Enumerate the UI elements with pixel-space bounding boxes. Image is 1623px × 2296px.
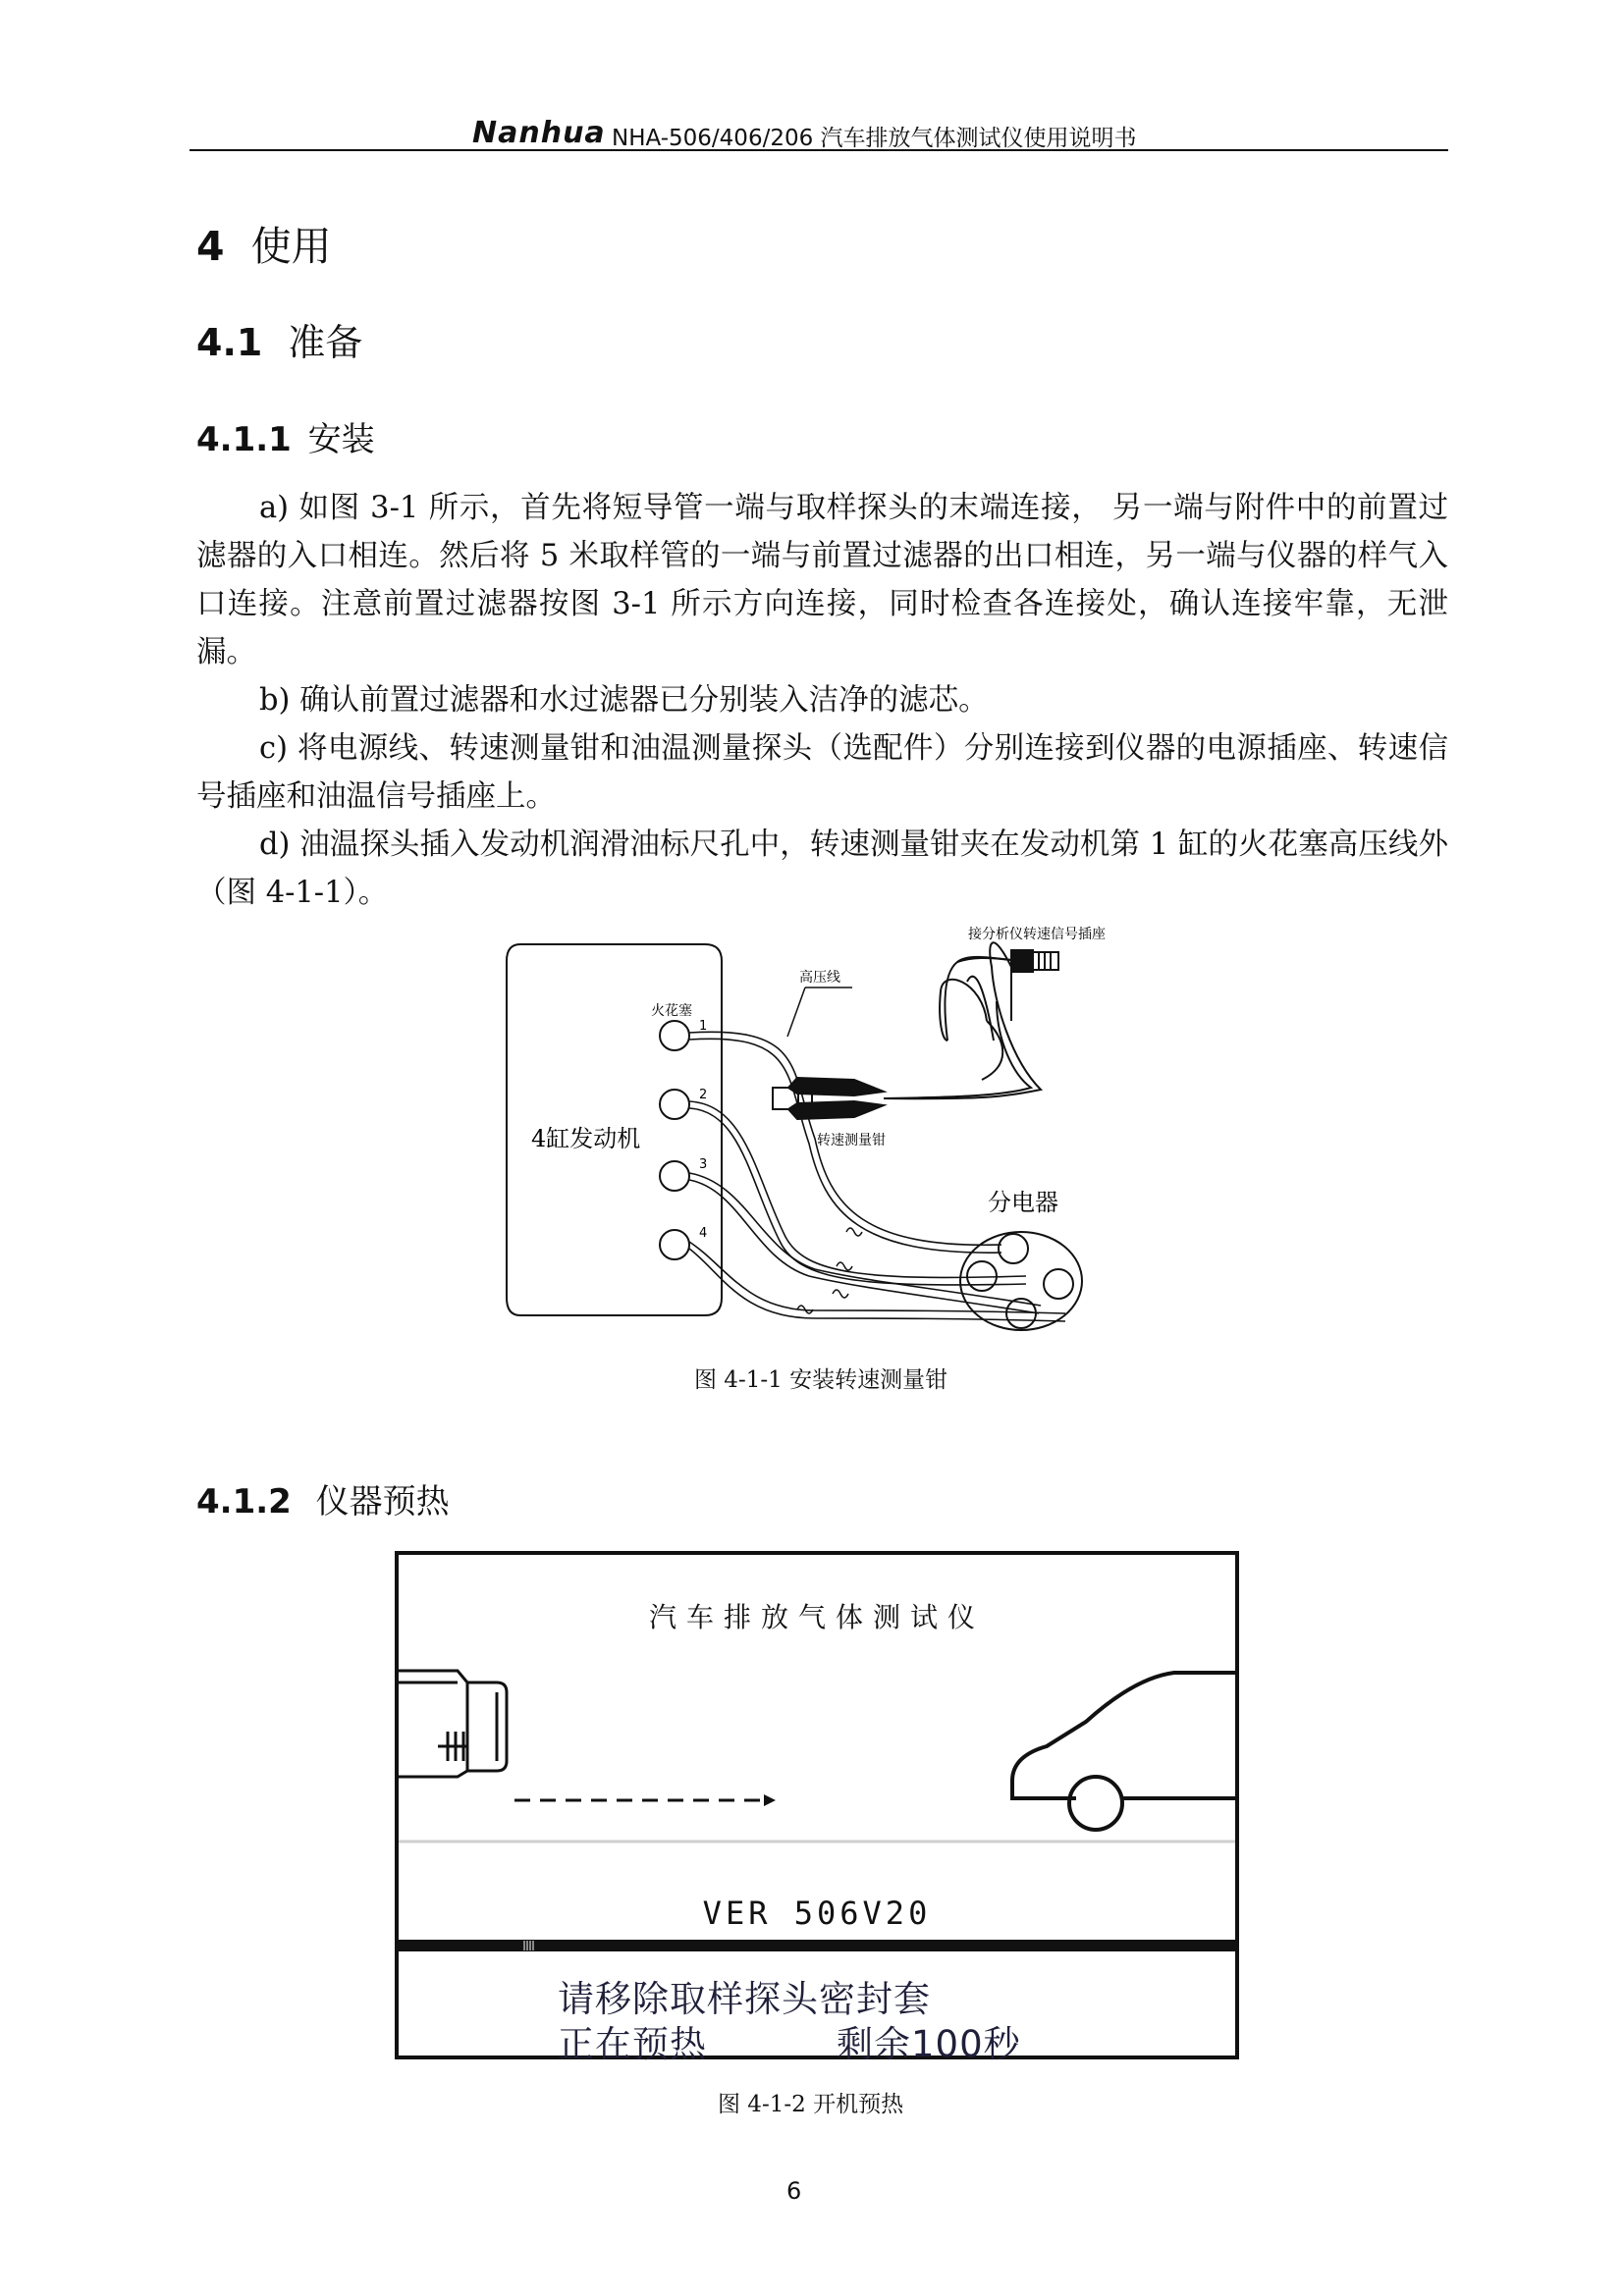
screen-title: 汽车排放气体测试仪 <box>648 1601 985 1633</box>
clamp-label: 转速测量钳 <box>817 1133 886 1148</box>
hv-wires <box>689 1032 1065 1321</box>
section-number: 4 <box>196 223 225 270</box>
wire-break-marks <box>797 1228 862 1313</box>
section-title: 安装 <box>307 420 375 459</box>
section-title: 使用 <box>250 223 332 270</box>
warming-up-status: 正在预热 <box>558 2023 707 2065</box>
firmware-version: VER 506V20 <box>702 1895 932 1932</box>
cylinder-number-2: 2 <box>699 1088 708 1102</box>
page-number: 6 <box>786 2177 802 2205</box>
distributor <box>960 1232 1082 1330</box>
instruction-b: b) 确认前置过滤器和水过滤器已分别装入洁净的滤芯。 <box>259 683 989 718</box>
remove-cover-message: 请移除取样探头密封套 <box>558 1978 931 2020</box>
warmup-screen <box>395 1551 1239 2065</box>
section-number: 4.1 <box>196 321 263 364</box>
instruction-d: d) 油温探头插入发动机润滑油标尺孔中，转速测量钳夹在发动机第 1 缸的火花塞高压线外（图 4-1-1）。 <box>196 828 1448 910</box>
brand-logo: Nanhua <box>472 116 606 150</box>
section-title: 仪器预热 <box>315 1482 450 1522</box>
hv-wire-label: 高压线 <box>799 970 840 986</box>
instruction-a: a) 如图 3-1 所示，首先将短导管一端与取样探头的末端连接， 另一端与附件中的前置过滤器的入口相连。然后将 5 米取样管的一端与前置过滤器的出口相连，另一端与仪器的样气入口连接。注意前置过滤器按图 3-1 所示方向连接，同时检查各连接处，确认连接牢靠，无泄漏。 <box>196 491 1448 669</box>
analyzer-icon <box>399 1671 507 1777</box>
spark-plug-1 <box>660 1021 689 1050</box>
section-title: 准备 <box>288 321 363 364</box>
connector-label: 接分析仪转速信号插座 <box>968 927 1106 942</box>
cylinder-number-4: 4 <box>699 1226 708 1241</box>
spark-plug-4 <box>660 1230 689 1259</box>
spark-plug-3 <box>660 1161 689 1191</box>
remaining-time: 剩余100秒 <box>837 2023 1021 2065</box>
rpm-clamp <box>773 1078 884 1119</box>
engine-label: 4缸发动机 <box>531 1125 641 1152</box>
spark-plugs <box>660 1021 689 1259</box>
instruction-c: c) 将电源线、转速测量钳和油温测量探头（选配件）分别连接到仪器的电源插座、转速信号插座和油温信号插座上。 <box>196 731 1448 814</box>
spark-plug-2 <box>660 1090 689 1119</box>
car-icon <box>1012 1673 1235 1830</box>
cylinder-number-1: 1 <box>699 1019 708 1034</box>
section-heading-4-1-2 <box>196 1474 450 1522</box>
hv-wire-leader <box>787 988 805 1037</box>
spark-plug-label: 火花塞 <box>651 1003 692 1019</box>
header-title: NHA-506/406/206 汽车排放气体测试仪使用说明书 <box>612 126 1137 151</box>
distributor-label: 分电器 <box>988 1189 1058 1216</box>
cylinder-number-3: 3 <box>699 1157 708 1172</box>
figure-caption-4-1-2: 图 4-1-2 开机预热 <box>718 2092 904 2117</box>
section-number: 4.1.1 <box>196 420 292 459</box>
figure-caption-4-1-1: 图 4-1-1 安装转速测量钳 <box>694 1367 948 1393</box>
section-number: 4.1.2 <box>196 1482 292 1522</box>
